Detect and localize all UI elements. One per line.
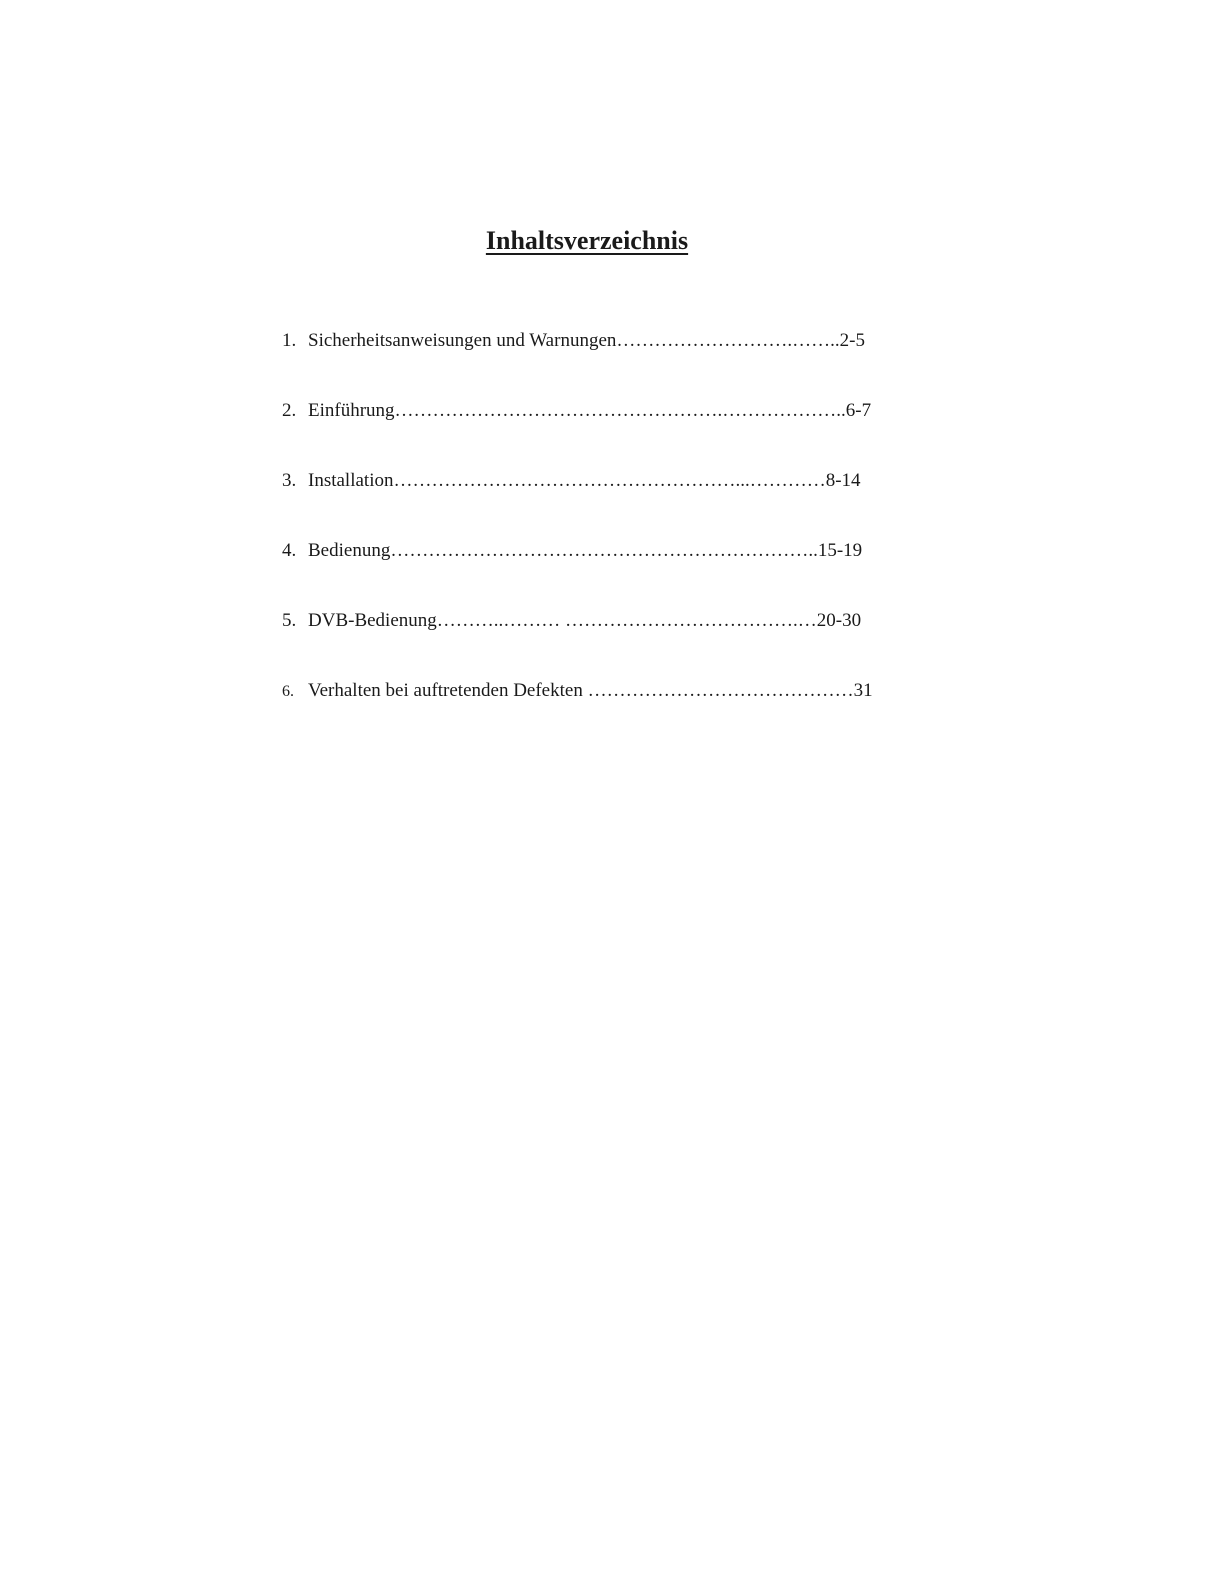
toc-entry-number: 2. (282, 400, 297, 421)
toc-entry-introduction[interactable] (282, 396, 982, 466)
toc-entry-text: Installation………………………………………………...…………8-14 (308, 470, 861, 491)
toc-entry-number: 3. (282, 470, 297, 491)
toc-entry-safety[interactable] (282, 326, 982, 396)
toc-entry-troubleshooting[interactable] (282, 676, 982, 746)
toc-entry-text: DVB-Bedienung………..……… ……………………………….…20-30 (308, 610, 862, 631)
toc-entry-text: Verhalten bei auftretenden Defekten ……………………………………31 (308, 680, 873, 701)
page-title: Inhaltsverzeichnis (485, 226, 689, 255)
toc-entry-installation[interactable] (282, 466, 982, 536)
table-of-contents (282, 326, 982, 746)
toc-entry-text: Sicherheitsanweisungen und Warnungen……………………….……..2-5 (308, 330, 865, 351)
toc-entry-text: Einführung…………………………………………….………………..6-7 (308, 400, 872, 421)
toc-entry-number: 5. (282, 610, 297, 631)
toc-entry-number: 1. (282, 330, 297, 351)
toc-entry-operation[interactable] (282, 536, 982, 606)
toc-entry-text: Bedienung…………………………………………………………..15-19 (308, 540, 863, 561)
toc-entry-dvb-operation[interactable] (282, 606, 982, 676)
toc-entry-number: 6. (282, 683, 294, 700)
toc-entry-number: 4. (282, 540, 297, 561)
